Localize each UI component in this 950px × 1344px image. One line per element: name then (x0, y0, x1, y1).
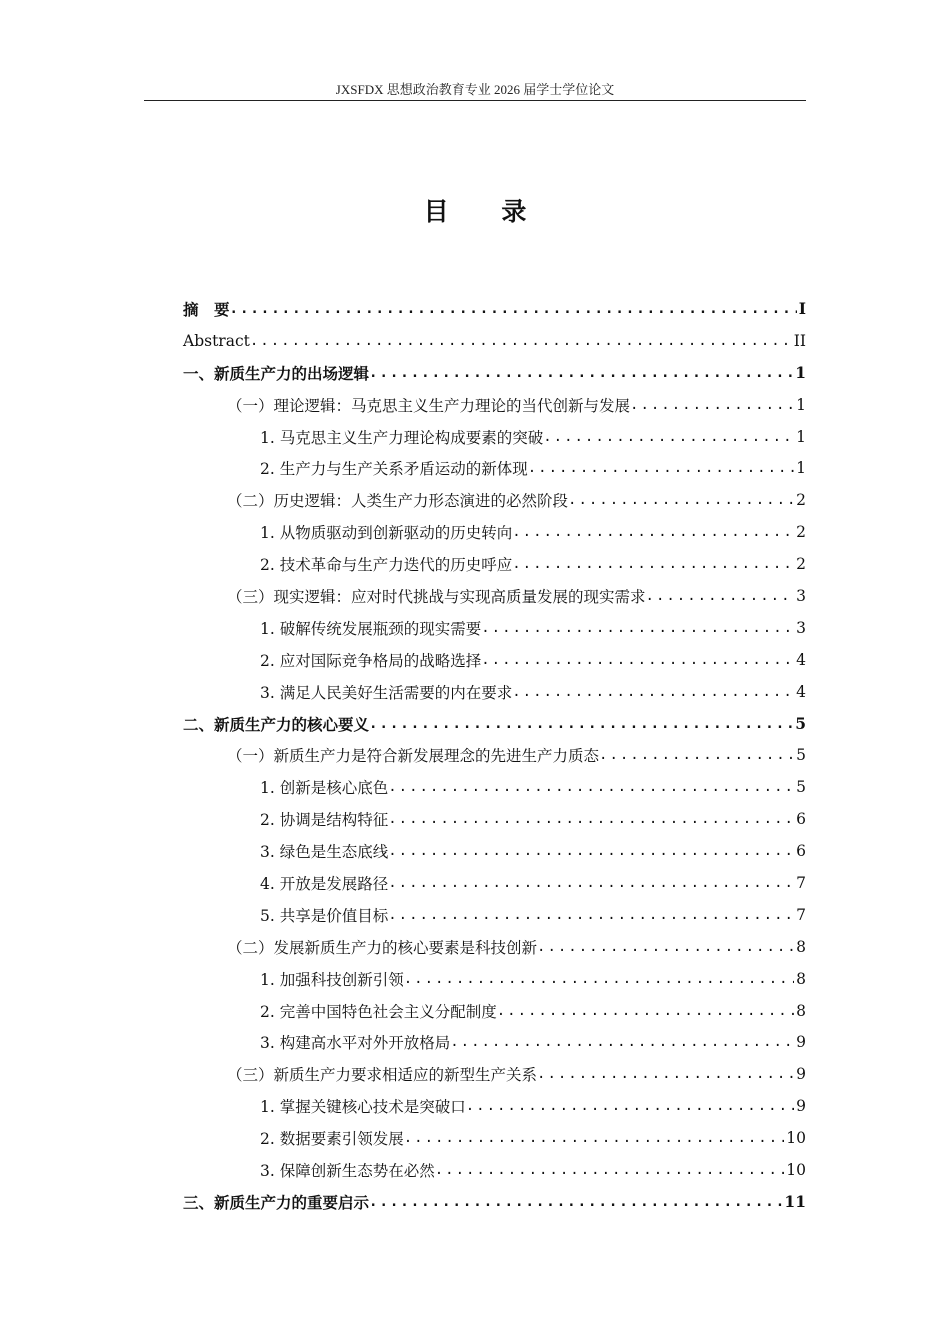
toc-entry[interactable] (183, 708, 806, 740)
toc-dot-leader (404, 971, 794, 987)
toc-entry[interactable] (183, 357, 806, 389)
toc-entry[interactable] (183, 293, 806, 325)
toc-entry-page-number: 9 (796, 1065, 806, 1084)
toc-entry-title: 2. 技术革命与生产力迭代的历史呼应 (260, 556, 513, 575)
toc-entry-title: 二、新质生产力的核心要义 (183, 714, 370, 734)
toc-entry-title: 1. 加强科技创新引领 (260, 970, 404, 989)
toc-entry-page-number: 10 (786, 1129, 806, 1148)
toc-entry-title: 三、新质生产力的重要启示 (183, 1192, 370, 1212)
toc-entry[interactable] (183, 548, 806, 580)
toc-entry-title: 3. 绿色是生态底线 (260, 843, 389, 862)
toc-dot-leader (497, 1003, 794, 1019)
table-of-contents (183, 293, 806, 1218)
toc-entry[interactable] (183, 580, 806, 612)
toc-entry-page-number: 2 (796, 555, 806, 574)
toc-entry[interactable] (183, 452, 806, 484)
toc-entry-title: （一）新质生产力是符合新发展理念的先进生产力质态 (227, 747, 600, 766)
toc-dot-leader (404, 1130, 785, 1146)
toc-entry-title: 2. 协调是结构特征 (260, 811, 389, 830)
toc-entry[interactable] (183, 644, 806, 676)
toc-entry-page-number: I (798, 299, 806, 319)
toc-entry-title: 5. 共享是价值目标 (260, 906, 389, 925)
toc-dot-leader (388, 843, 794, 859)
toc-entry-title: 一、新质生产力的出场逻辑 (183, 363, 370, 383)
toc-entry[interactable] (183, 325, 806, 357)
toc-entry-page-number: 1 (796, 459, 806, 478)
toc-dot-leader (512, 556, 794, 572)
toc-entry[interactable] (183, 739, 806, 771)
toc-entry-page-number: 4 (796, 650, 806, 669)
toc-entry-title: 3. 保障创新生态势在必然 (260, 1161, 435, 1180)
toc-entry-title: （二）发展新质生产力的核心要素是科技创新 (227, 938, 538, 957)
toc-entry-page-number: 9 (796, 1097, 806, 1116)
toc-entry-page-number: 8 (796, 937, 806, 956)
toc-dot-leader (388, 907, 794, 923)
toc-entry-title: 3. 满足人民美好生活需要的内在要求 (260, 683, 513, 702)
toc-entry-page-number: 1 (795, 363, 806, 383)
toc-entry-page-number: 8 (796, 969, 806, 988)
toc-entry[interactable] (183, 1186, 806, 1218)
toc-entry-page-number: 3 (796, 618, 806, 637)
toc-entry-page-number: 10 (786, 1160, 806, 1179)
header-divider (144, 100, 806, 101)
toc-entry-title: 1. 马克思主义生产力理论构成要素的突破 (260, 428, 544, 447)
toc-entry-title: 4. 开放是发展路径 (260, 874, 389, 893)
toc-entry-page-number: 2 (796, 491, 806, 510)
toc-dot-leader (230, 301, 797, 317)
toc-entry[interactable] (183, 516, 806, 548)
toc-dot-leader (568, 492, 794, 508)
toc-dot-leader (481, 620, 794, 636)
page-title: 目 录 (423, 197, 549, 226)
toc-entry-title: （三）新质生产力要求相适应的新型生产关系 (227, 1066, 538, 1085)
toc-dot-leader (528, 460, 794, 476)
toc-entry-title: 摘 要 (183, 299, 230, 319)
toc-entry[interactable] (183, 771, 806, 803)
toc-dot-leader (388, 779, 794, 795)
toc-dot-leader (388, 875, 794, 891)
toc-entry-page-number: 3 (796, 586, 806, 605)
toc-entry-page-number: 1 (796, 427, 806, 446)
toc-dot-leader (537, 1066, 794, 1082)
toc-dot-leader (543, 429, 794, 445)
toc-entry[interactable] (183, 1122, 806, 1154)
toc-entry-title: 1. 掌握关键核心技术是突破口 (260, 1098, 466, 1117)
toc-entry-title: 3. 构建高水平对外开放格局 (260, 1034, 451, 1053)
toc-entry-title: 2. 数据要素引领发展 (260, 1130, 404, 1149)
toc-entry[interactable] (183, 389, 806, 421)
toc-dot-leader (388, 811, 794, 827)
toc-entry-title: 1. 创新是核心底色 (260, 779, 389, 798)
toc-entry-page-number: 2 (796, 523, 806, 542)
toc-entry-page-number: II (793, 331, 806, 350)
toc-entry-title: Abstract (183, 331, 250, 350)
toc-dot-leader (450, 1034, 794, 1050)
toc-dot-leader (435, 1162, 785, 1178)
toc-entry[interactable] (183, 1090, 806, 1122)
toc-entry[interactable] (183, 803, 806, 835)
toc-entry[interactable] (183, 899, 806, 931)
toc-entry-page-number: 6 (796, 842, 806, 861)
toc-entry[interactable] (183, 484, 806, 516)
toc-entry[interactable] (183, 995, 806, 1027)
toc-entry[interactable] (183, 421, 806, 453)
toc-entry-title: 2. 应对国际竞争格局的战略选择 (260, 651, 482, 670)
toc-dot-leader (369, 365, 793, 381)
toc-entry[interactable] (183, 963, 806, 995)
toc-entry[interactable] (183, 1058, 806, 1090)
toc-entry-title: （一）理论逻辑：马克思主义生产力理论的当代创新与发展 (227, 396, 631, 415)
toc-dot-leader (537, 939, 794, 955)
toc-dot-leader (481, 652, 794, 668)
toc-entry[interactable] (183, 931, 806, 963)
toc-entry-page-number: 1 (796, 395, 806, 414)
toc-dot-leader (646, 588, 795, 604)
toc-dot-leader (250, 333, 792, 349)
toc-entry-page-number: 11 (784, 1192, 806, 1212)
toc-entry-page-number: 9 (796, 1033, 806, 1052)
toc-entry-title: 1. 从物质驱动到创新驱动的历史转向 (260, 524, 513, 543)
toc-entry[interactable] (183, 1026, 806, 1058)
toc-entry[interactable] (183, 612, 806, 644)
toc-entry-title: 2. 完善中国特色社会主义分配制度 (260, 1002, 497, 1021)
toc-dot-leader (512, 684, 794, 700)
toc-entry-title: 2. 生产力与生产关系矛盾运动的新体现 (260, 460, 528, 479)
toc-entry-title: 1. 破解传统发展瓶颈的现实需要 (260, 619, 482, 638)
toc-dot-leader (599, 747, 794, 763)
toc-dot-leader (512, 524, 794, 540)
toc-entry-title: （三）现实逻辑：应对时代挑战与实现高质量发展的现实需求 (227, 587, 646, 606)
toc-entry-page-number: 8 (796, 1001, 806, 1020)
toc-entry-page-number: 7 (796, 905, 806, 924)
toc-entry-title: （二）历史逻辑：人类生产力形态演进的必然阶段 (227, 492, 569, 511)
toc-entry-page-number: 6 (796, 810, 806, 829)
toc-entry-page-number: 4 (796, 682, 806, 701)
toc-entry-page-number: 5 (795, 714, 806, 734)
toc-dot-leader (630, 397, 794, 413)
toc-dot-leader (369, 1194, 782, 1210)
toc-dot-leader (369, 716, 793, 732)
toc-dot-leader (466, 1098, 794, 1114)
toc-entry[interactable] (183, 835, 806, 867)
toc-entry[interactable] (183, 867, 806, 899)
toc-entry[interactable] (183, 1154, 806, 1186)
toc-entry[interactable] (183, 676, 806, 708)
toc-entry-page-number: 7 (796, 873, 806, 892)
toc-entry-page-number: 5 (796, 778, 806, 797)
toc-entry-page-number: 5 (796, 746, 806, 765)
page-header: JXSFDX 思想政治教育专业 2026 届学士学位论文 (335, 82, 615, 97)
